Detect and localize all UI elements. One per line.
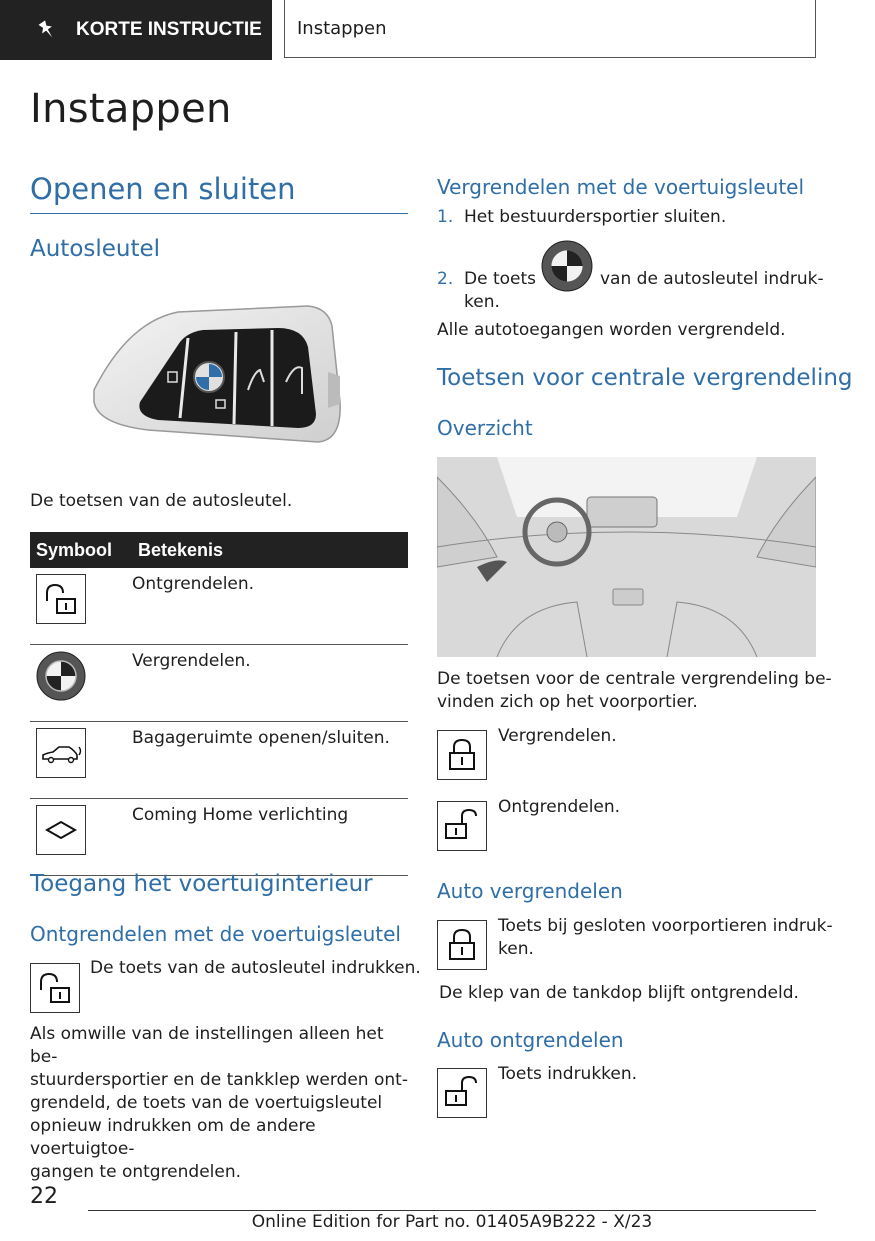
footer-edition: Online Edition for Part no. 01405A9B222 - X/23 bbox=[251, 1212, 653, 1232]
lock-icon bbox=[437, 730, 487, 780]
auto-lock-text-line: ken. bbox=[498, 939, 534, 959]
breadcrumb bbox=[284, 0, 816, 58]
auto-unlock-text: Toets indrukken. bbox=[498, 1064, 638, 1084]
lock-result: Alle autotoegangen worden vergrendeld. bbox=[437, 320, 786, 340]
lock-label: Vergrendelen. bbox=[498, 726, 617, 746]
footer-divider bbox=[88, 1210, 816, 1211]
unlock-icon bbox=[437, 801, 487, 851]
unlock-note-line: grendeld, de toets van de voertuigsleutel bbox=[30, 1093, 383, 1113]
key-caption: De toetsen van de autosleutel. bbox=[30, 491, 293, 511]
section-tab-label: KORTE INSTRUCTIE bbox=[76, 19, 262, 40]
unlock-note-line: gangen te ontgrendelen. bbox=[30, 1162, 242, 1182]
lock-icon bbox=[437, 920, 487, 970]
section-title-open-close: Openen en sluiten bbox=[30, 172, 296, 206]
step-text: Het bestuurdersportier sluiten. bbox=[464, 207, 727, 227]
coming-home-icon bbox=[36, 805, 86, 855]
column-header-meaning: Betekenis bbox=[132, 532, 408, 568]
heading-auto-lock: Auto vergrendelen bbox=[437, 879, 623, 903]
table-cell-meaning: Bagageruimte openen/sluiten. bbox=[132, 722, 408, 799]
step-text-pre: De toets bbox=[464, 269, 537, 289]
heading-lock-with-key: Vergrendelen met de voertuigsleutel bbox=[437, 175, 805, 199]
overview-caption bbox=[437, 668, 832, 714]
unlock-note-line: opnieuw indrukken om de andere voertuigtoe- bbox=[30, 1116, 316, 1159]
table-cell-meaning: Coming Home verlichting bbox=[132, 799, 408, 876]
unlock-label: Ontgrendelen. bbox=[498, 797, 621, 817]
step-2 bbox=[437, 268, 536, 291]
table-row bbox=[30, 722, 408, 799]
heading-overview: Overzicht bbox=[437, 416, 533, 440]
section-rule bbox=[30, 213, 408, 214]
step-1 bbox=[437, 206, 726, 229]
step-text-post: van de autosleutel indruk- bbox=[600, 269, 824, 289]
auto-lock-text-line: Toets bij gesloten voorportieren indruk- bbox=[498, 916, 833, 936]
unlock-icon bbox=[437, 1068, 487, 1118]
section-title-central-locking: Toetsen voor centrale vergrendeling bbox=[437, 365, 853, 391]
column-header-symbol: Symbool bbox=[30, 532, 132, 568]
step-number: 2. bbox=[437, 269, 454, 289]
bmw-logo-icon bbox=[541, 240, 593, 292]
heading-unlock-with-key: Ontgrendelen met de voertuigsleutel bbox=[30, 922, 401, 946]
section-tab[interactable] bbox=[0, 0, 272, 60]
unlock-note bbox=[30, 1023, 410, 1184]
bmw-logo-icon bbox=[36, 651, 86, 701]
unlock-icon bbox=[30, 963, 80, 1013]
table-row bbox=[30, 645, 408, 722]
page-title: Instappen bbox=[30, 86, 232, 132]
step-text-cont: ken. bbox=[464, 292, 500, 312]
car-key-illustration bbox=[88, 302, 350, 450]
page-number: 22 bbox=[30, 1184, 58, 1209]
heading-auto-unlock: Auto ontgrendelen bbox=[437, 1028, 624, 1052]
table-cell-meaning: Ontgrendelen. bbox=[132, 568, 408, 645]
unlock-note-line: stuurdersportier en de tankklep werden ont- bbox=[30, 1070, 408, 1090]
breadcrumb-label: Instappen bbox=[297, 18, 387, 39]
car-interior-illustration bbox=[437, 457, 816, 657]
overview-caption-line: De toetsen voor de centrale vergrendeling be- bbox=[437, 669, 832, 689]
car-trunk-icon bbox=[36, 728, 86, 778]
auto-lock-note: De klep van de tankdop blijft ontgrendeld. bbox=[439, 983, 799, 1003]
section-title-access: Toegang het voertuiginterieur bbox=[30, 871, 373, 897]
heading-car-key: Autosleutel bbox=[30, 236, 161, 262]
table-row bbox=[30, 799, 408, 876]
unlock-key-text: De toets van de autosleutel indrukken. bbox=[90, 958, 421, 978]
auto-lock-text bbox=[498, 915, 833, 961]
table-header-row bbox=[30, 532, 408, 568]
table-cell-meaning: Vergrendelen. bbox=[132, 645, 408, 722]
table-row bbox=[30, 568, 408, 645]
pin-icon bbox=[34, 17, 60, 43]
step-number: 1. bbox=[437, 207, 454, 227]
unlock-note-line: Als omwille van de instellingen alleen het be- bbox=[30, 1024, 384, 1067]
symbol-table bbox=[30, 532, 408, 876]
unlock-icon bbox=[36, 574, 86, 624]
overview-caption-line: vinden zich op het voorportier. bbox=[437, 692, 698, 712]
